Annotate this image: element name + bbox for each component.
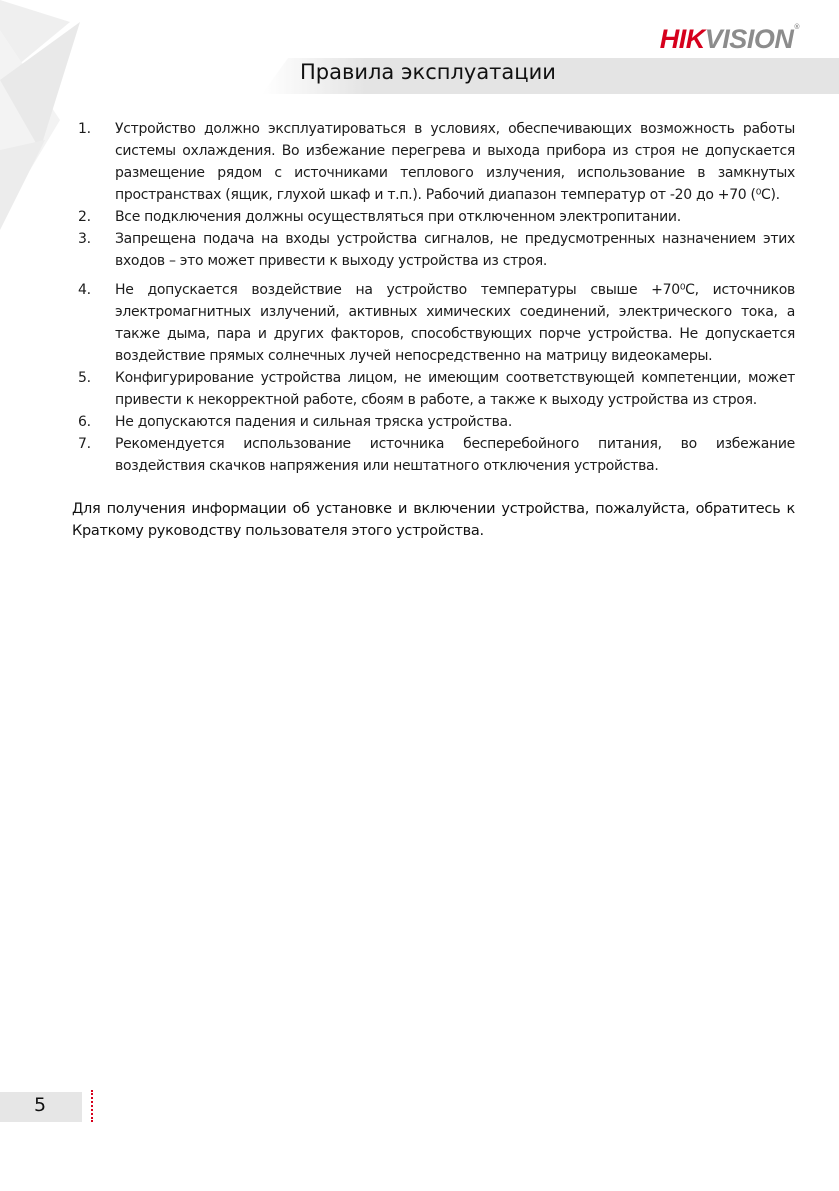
list-item xyxy=(78,433,795,477)
list-item-number: 2. xyxy=(78,209,91,225)
list-item xyxy=(78,118,795,206)
logo-text-hik: HIK xyxy=(659,24,705,54)
list-item-number: 6. xyxy=(78,414,91,430)
page-divider-dots xyxy=(91,1090,93,1122)
list-item xyxy=(78,411,795,433)
brand-logo xyxy=(660,24,799,55)
list-item xyxy=(78,279,795,367)
list-item-text: Не допускаются падения и сильная тряска устройства. xyxy=(115,414,512,430)
list-item-number: 3. xyxy=(78,231,91,247)
list-item-text: Рекомендуется использование источника бесперебойного питания, во избежание воздействия скачков напряжения или нештатного отключения устройства. xyxy=(115,436,795,474)
list-item-number: 1. xyxy=(78,121,91,137)
installation-note: Для получения информации об установке и включении устройства, пожалуйста, обратитесь к Краткому руководству пользователя этого устройства. xyxy=(72,501,795,539)
logo-registered-mark: ® xyxy=(794,24,799,31)
list-item-number: 7. xyxy=(78,436,91,452)
list-item-number: 5. xyxy=(78,370,91,386)
list-item xyxy=(78,228,795,272)
list-item-text: Все подключения должны осуществляться при отключенном электропитании. xyxy=(115,209,681,225)
rules-list xyxy=(78,118,795,477)
list-item xyxy=(78,206,795,228)
list-item-text: Конфигурирование устройства лицом, не имеющим соответствующей компетенции, может привести к некорректной работе, сбоям в работе, а также к выходу устройства из строя. xyxy=(115,370,795,408)
list-item-text: Устройство должно эксплуатироваться в условиях, обеспечивающих возможность работы системы охлаждения. Во избежание перегрева и выхода прибора из строя не допускается размещение рядом с источниками теплового излучения, использование в замкнутых пространствах (ящик, глухой шкаф и т.п.). Рабочий диапазон температур от -20 до +70 (⁰С). xyxy=(115,121,795,203)
list-item-text: Не допускается воздействие на устройство температуры свыше +70⁰С, источников электромагнитных излучений, активных химических соединений, электрического тока, а также дыма, пара и других факторов, способствующих порче устройства. Не допускается воздействие прямых солнечных лучей непосредственно на матрицу видеокамеры. xyxy=(115,282,795,364)
page-title: Правила эксплуатации xyxy=(300,60,556,84)
list-item-number: 4. xyxy=(78,282,91,298)
page-number: 5 xyxy=(34,1094,47,1116)
logo-text-vision: VISION xyxy=(704,24,794,54)
list-item xyxy=(78,367,795,411)
list-item-text: Запрещена подача на входы устройства сигналов, не предусмотренных назначением этих входов – это может привести к выходу устройства из строя. xyxy=(115,231,795,269)
